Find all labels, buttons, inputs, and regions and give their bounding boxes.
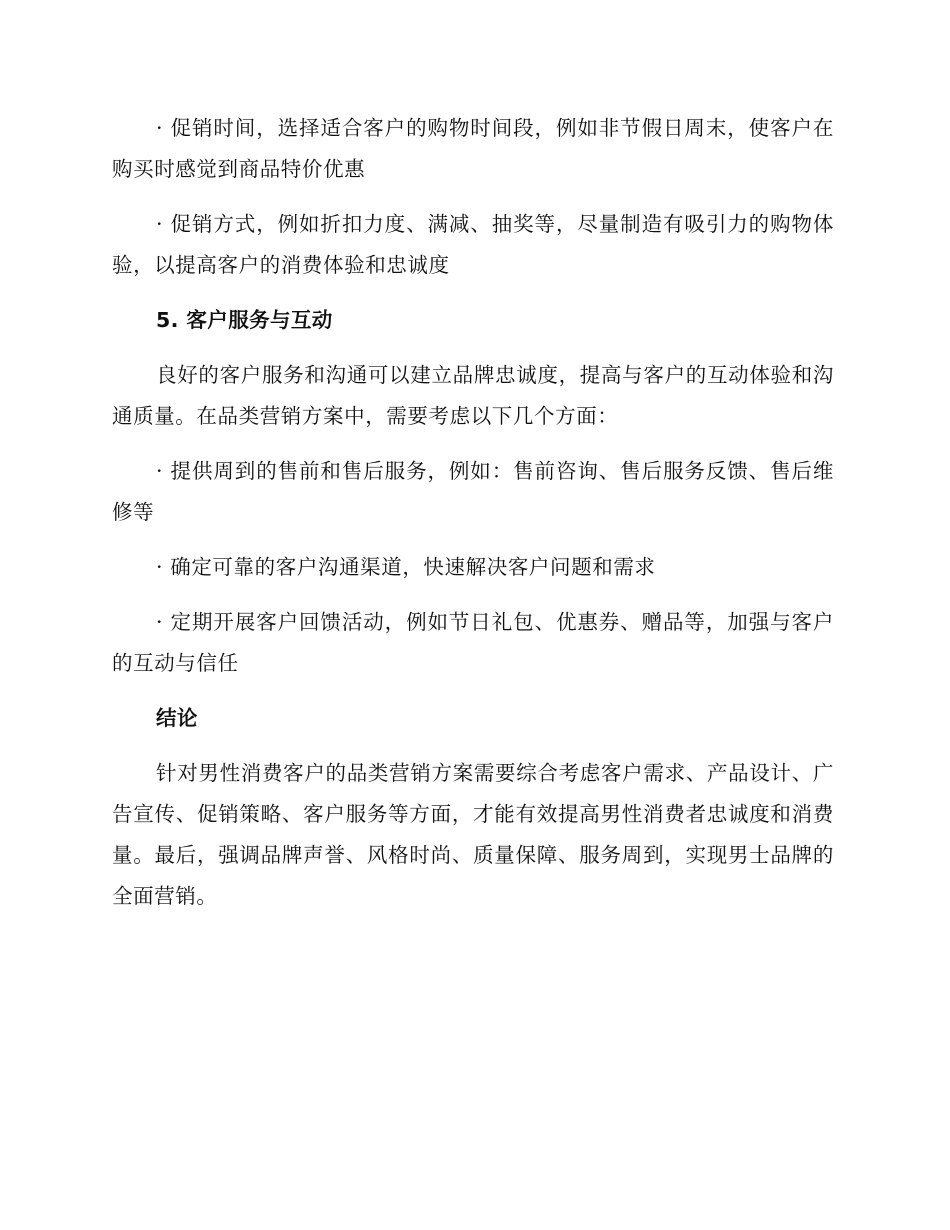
bullet-promotion-time: · 促销时间，选择适合客户的购物时间段，例如非节假日周末，使客户在购买时感觉到商品特价优惠: [112, 116, 834, 181]
document-page: [112, 108, 834, 931]
section-heading-conclusion: 结论: [156, 706, 198, 730]
bullet-feedback-activities: · 定期开展客户回馈活动，例如节日礼包、优惠券、赠品等，加强与客户的互动与信任: [112, 610, 834, 675]
bullet-promotion-method: · 促销方式，例如折扣力度、满减、抽奖等，尽量制造有吸引力的购物体验，以提高客户的消费体验和忠诚度: [112, 212, 834, 277]
bullet-communication-channel: · 确定可靠的客户沟通渠道，快速解决客户问题和需求: [156, 555, 656, 579]
paragraph-customer-service-intro: 良好的客户服务和沟通可以建立品牌忠诚度，提高与客户的互动体验和沟通质量。在品类营销方案中，需要考虑以下几个方面：: [112, 363, 834, 428]
paragraph-conclusion: 针对男性消费客户的品类营销方案需要综合考虑客户需求、产品设计、广告宣传、促销策略、客户服务等方面，才能有效提高男性消费者忠诚度和消费量。最后，强调品牌声誉、风格时尚、质量保障、服务周到，实现男士品牌的全面营销。: [112, 761, 834, 908]
bullet-pre-after-sales: · 提供周到的售前和售后服务，例如：售前咨询、售后服务反馈、售后维修等: [112, 459, 834, 524]
section-heading-customer-service: 5. 客户服务与互动: [156, 308, 333, 332]
